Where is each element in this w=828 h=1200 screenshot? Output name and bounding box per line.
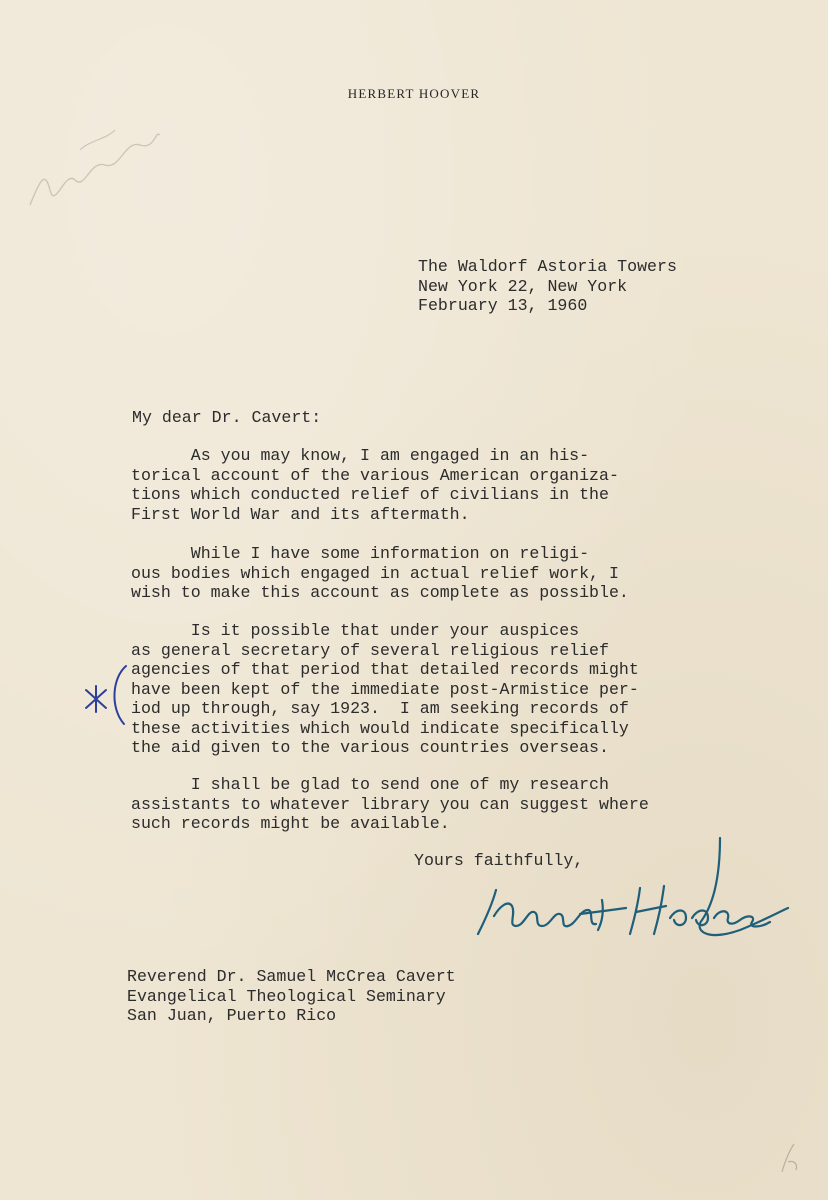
body-paragraph-3	[131, 621, 639, 758]
body-line: iod up through, say 1923. I am seeking records of	[131, 699, 629, 718]
letter-date: February 13, 1960	[418, 296, 588, 315]
body-line: assistants to whatever library you can suggest where	[131, 794, 649, 814]
pencil-corner-mark	[776, 1138, 806, 1178]
body-paragraph-1	[131, 446, 619, 524]
body-line: First World War and its aftermath.	[131, 504, 470, 524]
recipient-name: Reverend Dr. Samuel McCrea Cavert	[127, 967, 456, 986]
salutation: My dear Dr. Cavert:	[132, 408, 322, 427]
body-line: wish to make this account as complete as possible.	[131, 583, 629, 602]
body-line: agencies of that period that detailed records might	[131, 660, 639, 679]
body-line: ous bodies which engaged in actual relief work, I	[131, 563, 619, 583]
address-line: The Waldorf Astoria Towers	[418, 257, 677, 276]
recipient-institution: Evangelical Theological Seminary	[127, 986, 446, 1006]
asterisk-pen-mark	[76, 660, 136, 730]
body-paragraph-4	[131, 775, 649, 834]
body-line: Is it possible that under your auspices	[131, 621, 580, 640]
body-line: the aid given to the various countries overseas.	[131, 738, 609, 757]
body-line: have been kept of the immediate post-Armistice per-	[131, 679, 639, 699]
pencil-annotation-mark	[20, 110, 170, 230]
body-line: As you may know, I am engaged in an his-	[131, 446, 590, 465]
body-line: tions which conducted relief of civilians in the	[131, 485, 609, 504]
recipient-address	[127, 967, 456, 1026]
body-line: as general secretary of several religious relief	[131, 640, 609, 660]
letterhead-name: HERBERT HOOVER	[347, 86, 481, 101]
handwritten-signature	[470, 830, 800, 950]
recipient-location: San Juan, Puerto Rico	[127, 1006, 337, 1025]
body-line: While I have some information on religi-	[131, 544, 590, 563]
body-line: I shall be glad to send one of my research	[131, 775, 609, 794]
body-line: torical account of the various American organiza-	[131, 465, 619, 485]
body-paragraph-2	[131, 544, 629, 603]
sender-address	[418, 257, 677, 316]
body-line: such records might be available.	[131, 814, 450, 833]
closing: Yours faithfully,	[414, 851, 584, 870]
address-line: New York 22, New York	[418, 276, 628, 296]
body-line: these activities which would indicate specifically	[131, 718, 629, 738]
